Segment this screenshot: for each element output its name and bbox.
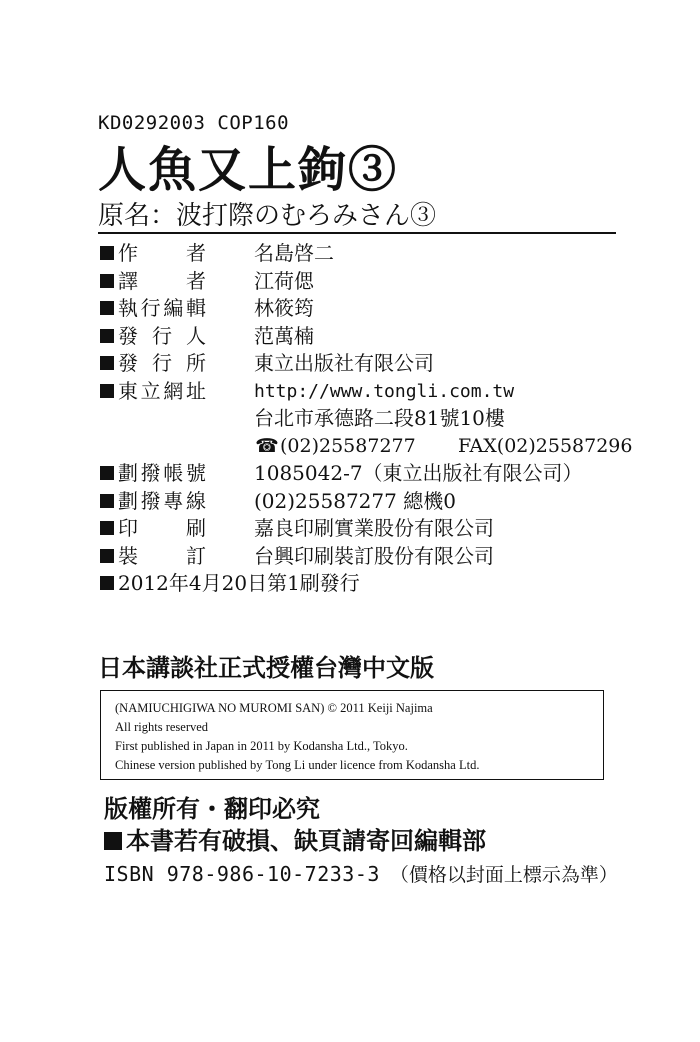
- credit-row-publishing-house: [98, 350, 638, 378]
- credit-value: 名島啓二: [254, 241, 334, 265]
- credit-label: 發 行 所: [118, 351, 206, 375]
- isbn-line: [104, 860, 618, 889]
- bullet-square-icon: [100, 329, 114, 343]
- credit-value: 1085042-7（東立出版社有限公司）: [254, 461, 583, 485]
- damaged-notice: 本書若有破損、缺頁請寄回編輯部: [126, 826, 486, 855]
- bullet-square-icon: [100, 384, 114, 398]
- website-url: http://www.tongli.com.tw: [254, 380, 515, 402]
- credit-value: 林筱筠: [254, 296, 314, 320]
- credit-label: 執行編輯: [118, 296, 206, 320]
- address: 台北市承德路二段81號10樓: [254, 406, 505, 430]
- credit-row-printing: [98, 515, 638, 543]
- authorization-notice: 日本講談社正式授權台灣中文版: [98, 653, 434, 682]
- credits-list: [98, 240, 638, 598]
- credit-value: 江荷偲: [254, 268, 314, 293]
- original-title: 原名：波打際のむろみさん③: [98, 201, 437, 231]
- bullet-square-icon: [100, 549, 114, 563]
- bullet-square-icon: [100, 466, 114, 480]
- credit-value: 台興印刷裝訂股份有限公司: [254, 543, 494, 568]
- license-line: All rights reserved: [115, 720, 209, 734]
- isbn: ISBN 978-986-10-7233-3: [104, 862, 380, 886]
- phone-row: [98, 433, 638, 461]
- bullet-square-icon: [100, 274, 114, 288]
- credit-label: 印 刷: [118, 516, 206, 540]
- license-line: Chinese version published by Tong Li under licence from Kodansha Ltd.: [115, 758, 480, 772]
- release-date: 2012年4月20日第1刷發行: [118, 571, 360, 595]
- telephone-icon: ☎: [255, 434, 279, 457]
- credit-value: 東立出版社有限公司: [254, 351, 434, 375]
- credit-label: 發 行 人: [118, 323, 206, 348]
- release-date-row: [98, 570, 638, 598]
- license-box: [100, 690, 604, 780]
- bullet-square-icon: [100, 576, 114, 590]
- credit-value: 范萬楠: [254, 323, 314, 348]
- license-line: (NAMIUCHIGIWA NO MUROMI SAN) © 2011 Keiji Najima: [115, 701, 433, 715]
- bullet-square-icon: [100, 301, 114, 315]
- copyright-notice: 版權所有・翻印必究: [104, 794, 320, 823]
- credit-label: 裝 訂: [118, 543, 206, 568]
- credit-label: 作 者: [118, 241, 206, 265]
- phone-number: (02)25587277: [280, 434, 416, 457]
- bullet-square-icon: [100, 246, 114, 260]
- price-note: （價格以封面上標示為準）: [389, 864, 618, 886]
- address-row: [98, 405, 638, 433]
- credit-label: 東立網址: [118, 378, 206, 403]
- bullet-square-icon: [104, 832, 122, 850]
- fax-number: FAX(02)25587296: [458, 434, 633, 457]
- bullet-square-icon: [100, 356, 114, 370]
- damaged-notice-line: [104, 826, 486, 856]
- credit-label: 譯 者: [118, 268, 206, 293]
- bullet-square-icon: [100, 494, 114, 508]
- credit-row-editor: [98, 295, 638, 323]
- credit-label: 劃撥帳號: [118, 461, 206, 485]
- title-divider: [98, 232, 616, 234]
- product-code: KD0292003 COP160: [98, 112, 290, 134]
- book-title: 人魚又上鉤③: [98, 142, 399, 198]
- credit-label: 劃撥專線: [118, 488, 206, 513]
- license-line: First published in Japan in 2011 by Kodansha Ltd., Tokyo.: [115, 739, 408, 753]
- credit-row-website: [98, 378, 638, 406]
- credit-row-postal-account: [98, 460, 638, 488]
- bullet-square-icon: [100, 521, 114, 535]
- credit-row-author: [98, 240, 638, 268]
- credit-value: (02)25587277 總機0: [254, 488, 456, 513]
- credit-value: 嘉良印刷實業股份有限公司: [254, 516, 494, 540]
- credit-row-binding: [98, 543, 638, 571]
- credit-row-publisher: [98, 323, 638, 351]
- credit-row-translator: [98, 268, 638, 296]
- phone-block: [254, 433, 416, 461]
- credit-row-postal-line: [98, 488, 638, 516]
